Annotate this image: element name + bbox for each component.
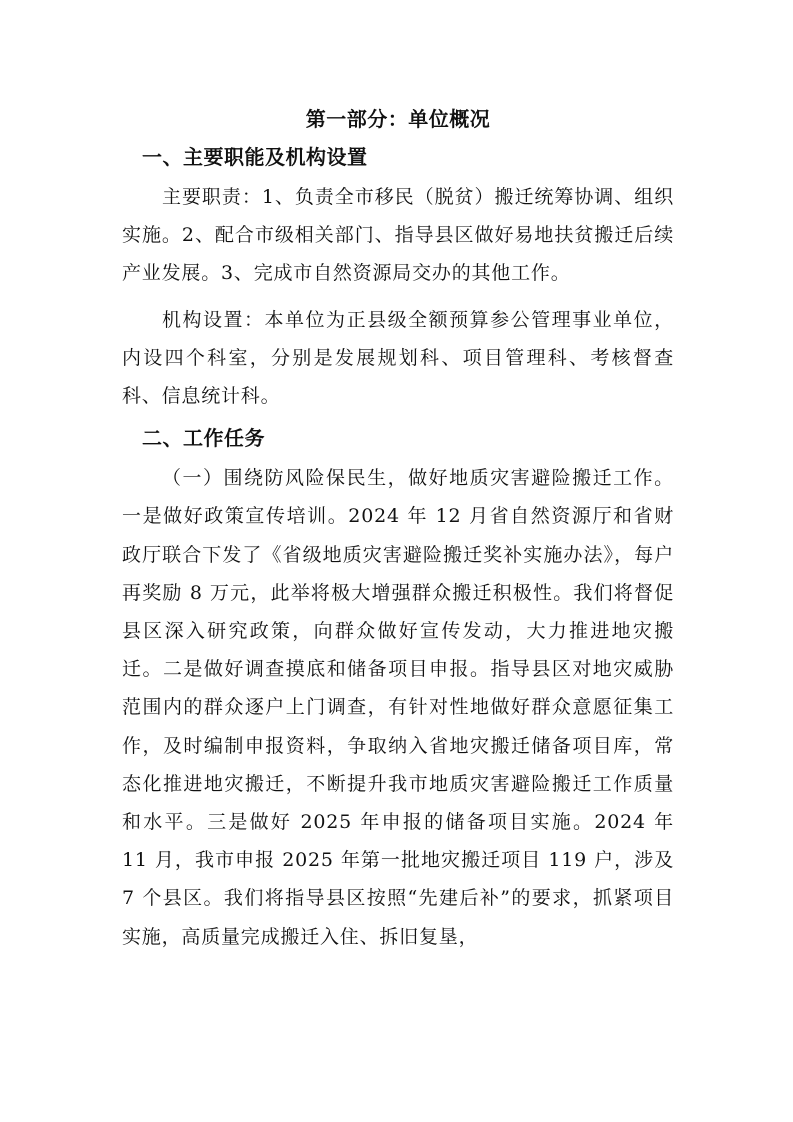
section-heading-tasks: 二、工作任务: [142, 426, 265, 451]
paragraph-structure: 机构设置：本单位为正县级全额预算参公管理事业单位，内设四个科室，分别是发展规划科、项目管理科、考核督查科、信息统计科。: [122, 308, 674, 408]
section-heading-duties: 一、主要职能及机构设置: [142, 145, 368, 169]
paragraph-task-1: （一）围绕防风险保民生，做好地质灾害避险搬迁工作。一是做好政策宣传培训。2024 年 12 月省自然资源厅和省财政厅联合下发了《省级地质灾害避险搬迁奖补实施办法》，每户再奖励 8 万元，此举将极大增强群众搬迁积极性。我们将督促县区深入研究政策，向群众做好宣传发动，大力推进地灾搬迁。二是做好调查摸底和储备项目申报。指导县区对地灾威胁范围内的群众逐户上门调查，有针对性地做好群众意愿征集工作，及时编制申报资料，争取纳入省地灾搬迁储备项目库，常态化推进地灾搬迁，不断提升我市地质灾害避险搬迁工作质量和水平。三是做好 2025 年申报的储备项目实施。2024 年 11 月，我市申报 2025 年第一批地灾搬迁项目 119 户，涉及 7 个县区。我们将指导县区按照“先建后补”的要求，抓紧项目实施，高质量完成搬迁入住、拆旧复垦，: [122, 467, 674, 948]
document-title: 第一部分：单位概况: [305, 107, 491, 131]
document-body: [122, 104, 674, 956]
paragraph-duties: 主要职责：1、负责全市移民（脱贫）搬迁统筹协调、组织实施。2、配合市级相关部门、指导县区做好易地扶贫搬迁后续产业发展。3、完成市自然资源局交办的其他工作。: [122, 186, 674, 285]
